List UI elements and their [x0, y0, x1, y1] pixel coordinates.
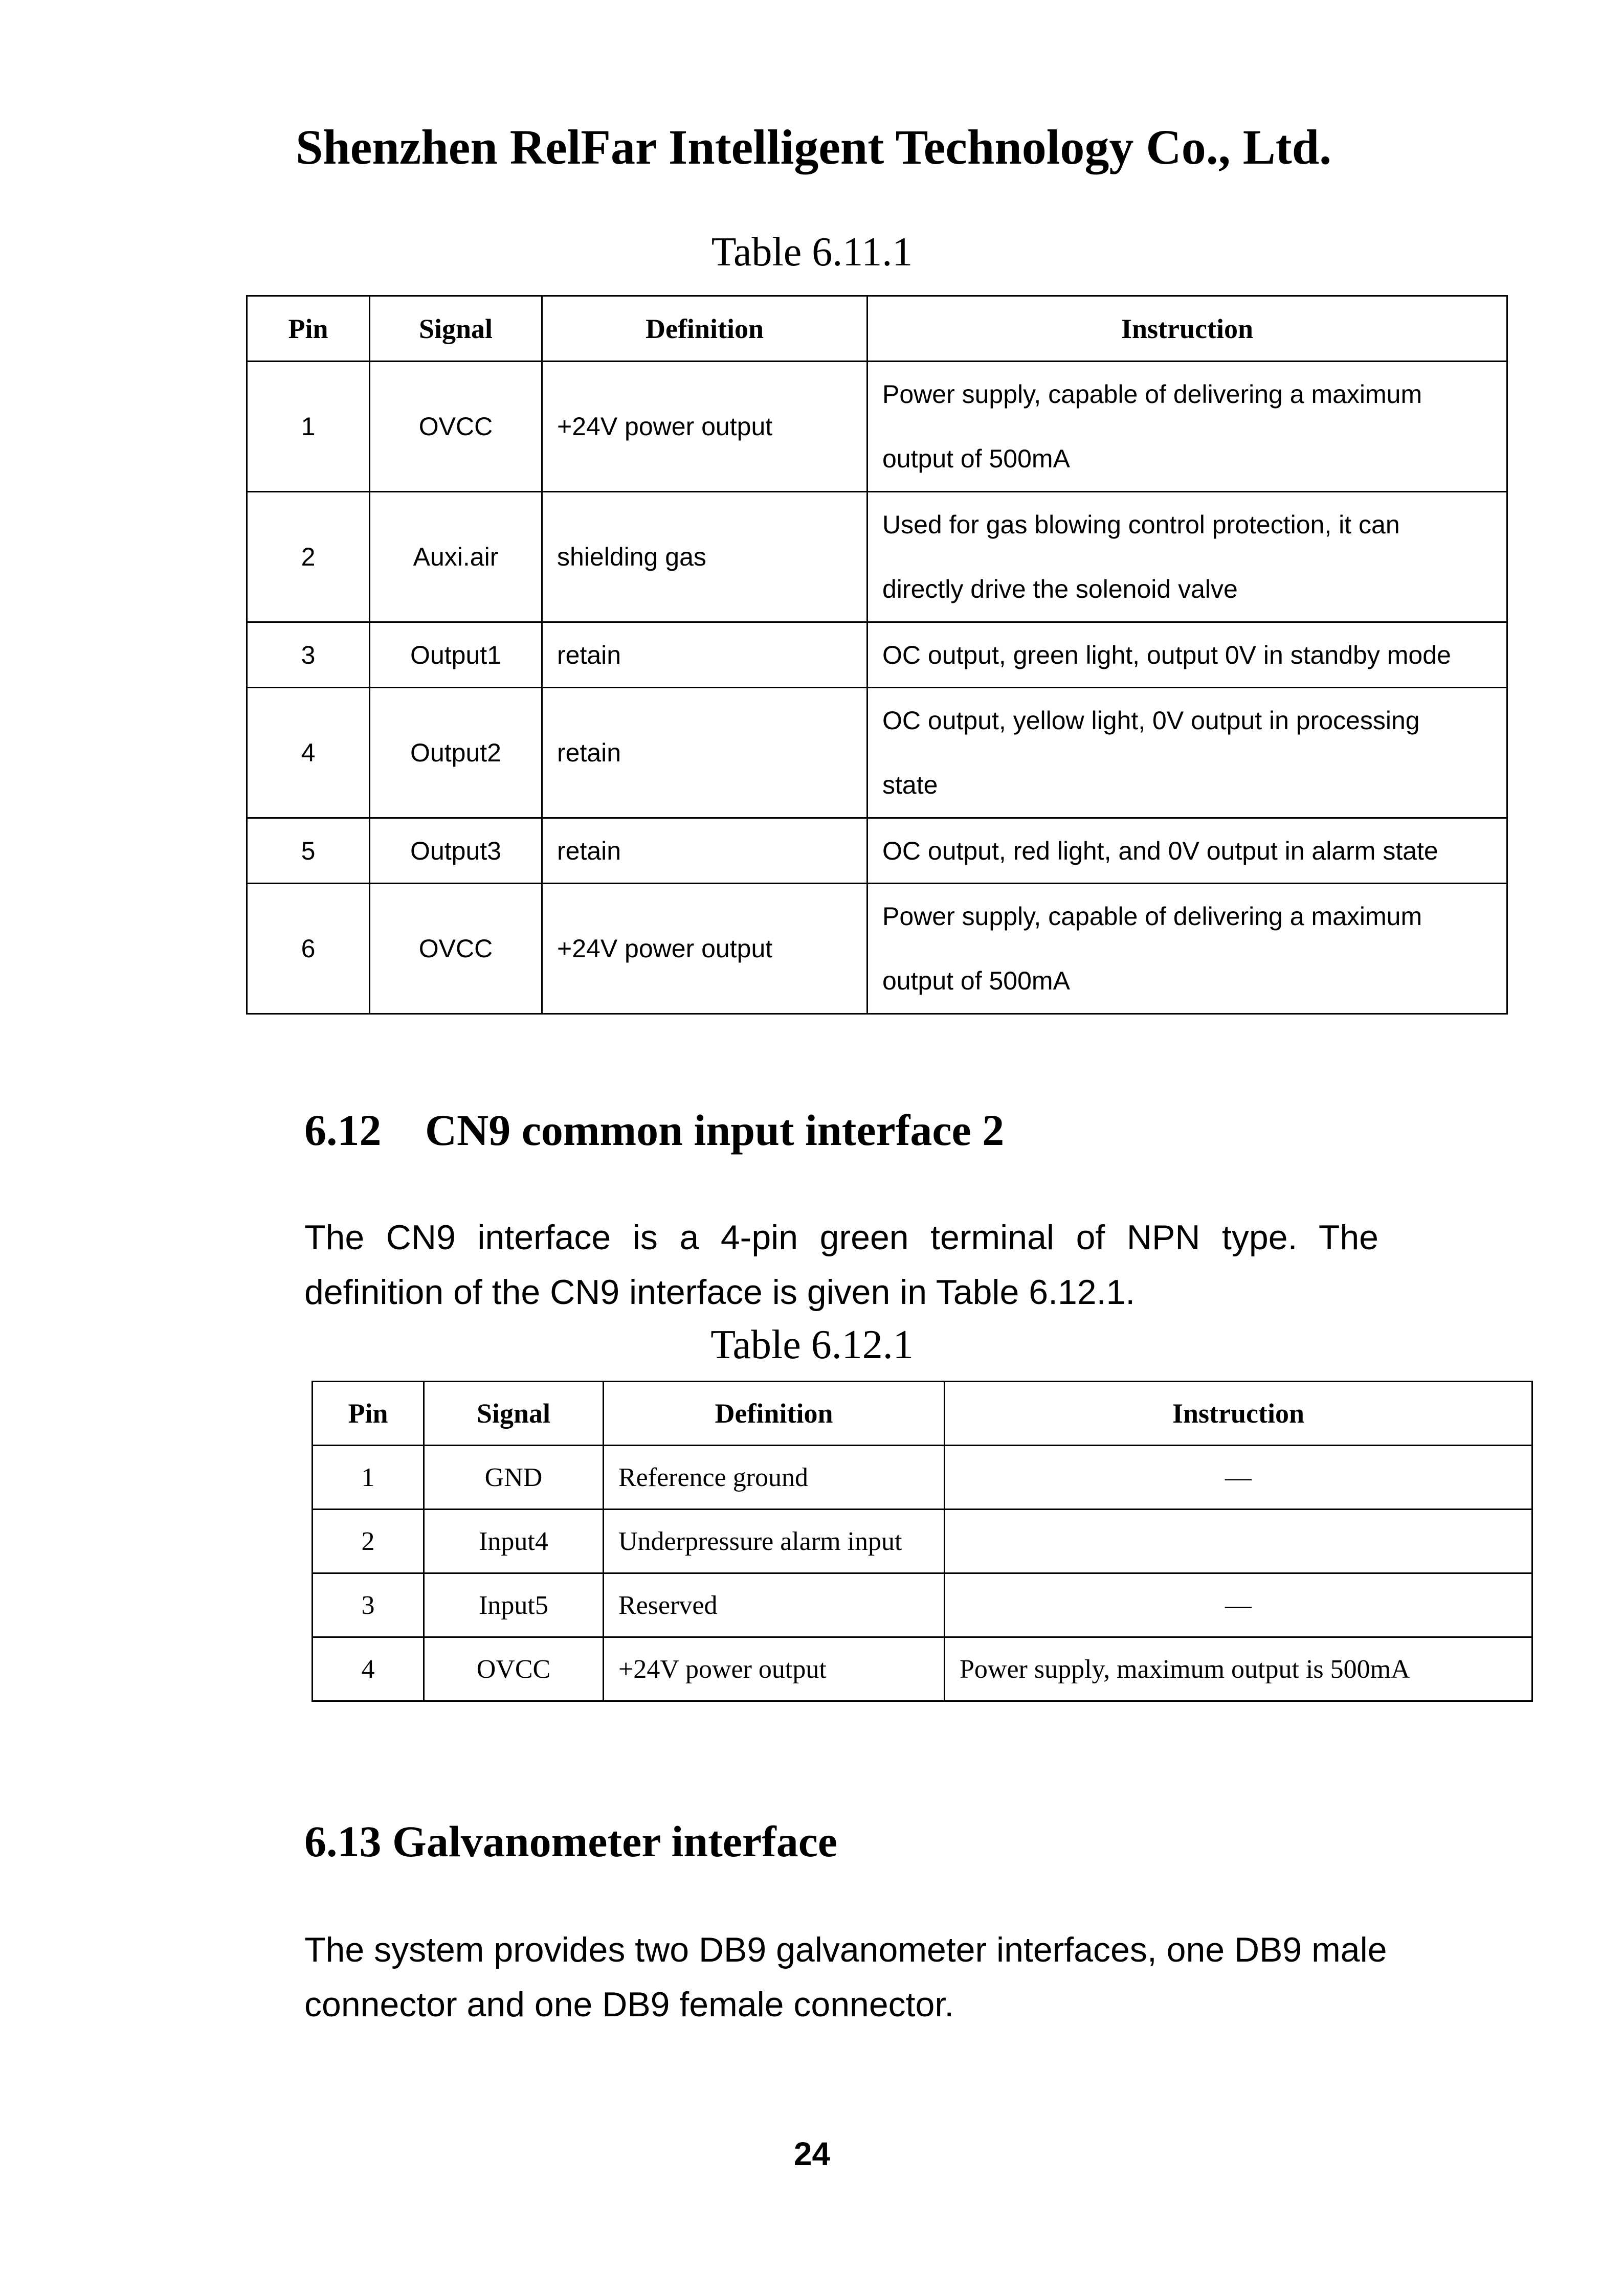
header-signal: Signal	[370, 296, 542, 362]
cell-signal: OVCC	[370, 884, 542, 1014]
section-title: CN9 common input interface 2	[425, 1106, 1005, 1155]
table-row	[247, 362, 1507, 492]
cell-instruction: —	[945, 1446, 1532, 1510]
table-row	[247, 818, 1507, 884]
cell-definition: Reference ground	[604, 1446, 945, 1510]
cell-signal: Auxi.air	[370, 492, 542, 622]
cell-instruction: —	[945, 1573, 1532, 1637]
cell-instruction	[867, 818, 1507, 884]
paragraph-6-13	[304, 1923, 1387, 2032]
instruction-line: directly drive the solenoid valve	[882, 575, 1238, 603]
header-definition: Definition	[604, 1382, 945, 1446]
cell-signal: GND	[424, 1446, 604, 1510]
paragraph-line: definition of the CN9 interface is given in Table 6.12.1.	[304, 1273, 1136, 1312]
table-row	[313, 1510, 1532, 1573]
cell-instruction	[945, 1510, 1532, 1573]
cell-definition: retain	[542, 818, 867, 884]
cell-instruction	[867, 492, 1507, 622]
header-instruction: Instruction	[867, 296, 1507, 362]
cell-signal: Output3	[370, 818, 542, 884]
table-6-11-1	[246, 295, 1508, 1015]
instruction-line: output of 500mA	[882, 966, 1070, 995]
table-row	[313, 1573, 1532, 1637]
cell-definition: shielding gas	[542, 492, 867, 622]
cell-pin: 6	[247, 884, 370, 1014]
instruction-line: OC output, red light, and 0V output in alarm state	[882, 836, 1438, 865]
cell-pin: 1	[313, 1446, 424, 1510]
company-title: Shenzhen RelFar Intelligent Technology Co., Ltd.	[296, 120, 1332, 174]
cell-signal: Input5	[424, 1573, 604, 1637]
section-number: 6.12	[304, 1106, 382, 1155]
instruction-line: OC output, green light, output 0V in standby mode	[882, 640, 1451, 669]
paragraph-line: The system provides two DB9 galvanometer interfaces, one DB9 male	[304, 1930, 1387, 1969]
cell-pin: 1	[247, 362, 370, 492]
paragraph-line: The CN9 interface is a 4-pin green terminal of NPN type. The	[304, 1218, 1378, 1257]
paragraph-line: connector and one DB9 female connector.	[304, 1985, 954, 2024]
section-heading-6-12	[304, 1105, 1004, 1156]
cell-instruction	[867, 884, 1507, 1014]
table-row	[247, 688, 1507, 818]
table-header-row	[313, 1382, 1532, 1446]
cell-definition: Underpressure alarm input	[604, 1510, 945, 1573]
header-instruction: Instruction	[945, 1382, 1532, 1446]
cell-pin: 3	[247, 622, 370, 688]
cell-instruction	[867, 622, 1507, 688]
table-caption-6-11-1: Table 6.11.1	[711, 230, 913, 275]
cell-pin: 4	[313, 1637, 424, 1701]
instruction-line: state	[882, 771, 938, 799]
header-definition: Definition	[542, 296, 867, 362]
cell-signal: Input4	[424, 1510, 604, 1573]
cell-signal: OVCC	[370, 362, 542, 492]
cell-instruction: Power supply, maximum output is 500mA	[945, 1637, 1532, 1701]
table-row	[313, 1446, 1532, 1510]
instruction-line: Used for gas blowing control protection, it can	[882, 510, 1400, 539]
section-heading-6-13: 6.13 Galvanometer interface	[304, 1817, 838, 1866]
instruction-line: Power supply, capable of delivering a maximum	[882, 380, 1422, 409]
table-6-12-1	[312, 1381, 1533, 1702]
cell-signal: OVCC	[424, 1637, 604, 1701]
instruction-line: Power supply, capable of delivering a maximum	[882, 902, 1422, 931]
cell-pin: 5	[247, 818, 370, 884]
cell-signal: Output1	[370, 622, 542, 688]
cell-instruction	[867, 688, 1507, 818]
page-number: 24	[793, 2135, 831, 2172]
cell-pin: 2	[313, 1510, 424, 1573]
cell-definition: +24V power output	[542, 362, 867, 492]
cell-instruction	[867, 362, 1507, 492]
cell-pin: 3	[313, 1573, 424, 1637]
table-row	[247, 622, 1507, 688]
cell-signal: Output2	[370, 688, 542, 818]
paragraph-6-12	[304, 1210, 1378, 1320]
table-header-row	[247, 296, 1507, 362]
table-row	[313, 1637, 1532, 1701]
cell-definition: +24V power output	[542, 884, 867, 1014]
table-row	[247, 492, 1507, 622]
cell-definition: +24V power output	[604, 1637, 945, 1701]
table-row	[247, 884, 1507, 1014]
table-caption-6-12-1: Table 6.12.1	[710, 1322, 914, 1367]
header-pin: Pin	[313, 1382, 424, 1446]
instruction-line: OC output, yellow light, 0V output in processing	[882, 706, 1420, 735]
instruction-line: output of 500mA	[882, 444, 1070, 473]
cell-pin: 2	[247, 492, 370, 622]
header-signal: Signal	[424, 1382, 604, 1446]
cell-definition: retain	[542, 688, 867, 818]
cell-definition: Reserved	[604, 1573, 945, 1637]
header-pin: Pin	[247, 296, 370, 362]
cell-definition: retain	[542, 622, 867, 688]
cell-pin: 4	[247, 688, 370, 818]
